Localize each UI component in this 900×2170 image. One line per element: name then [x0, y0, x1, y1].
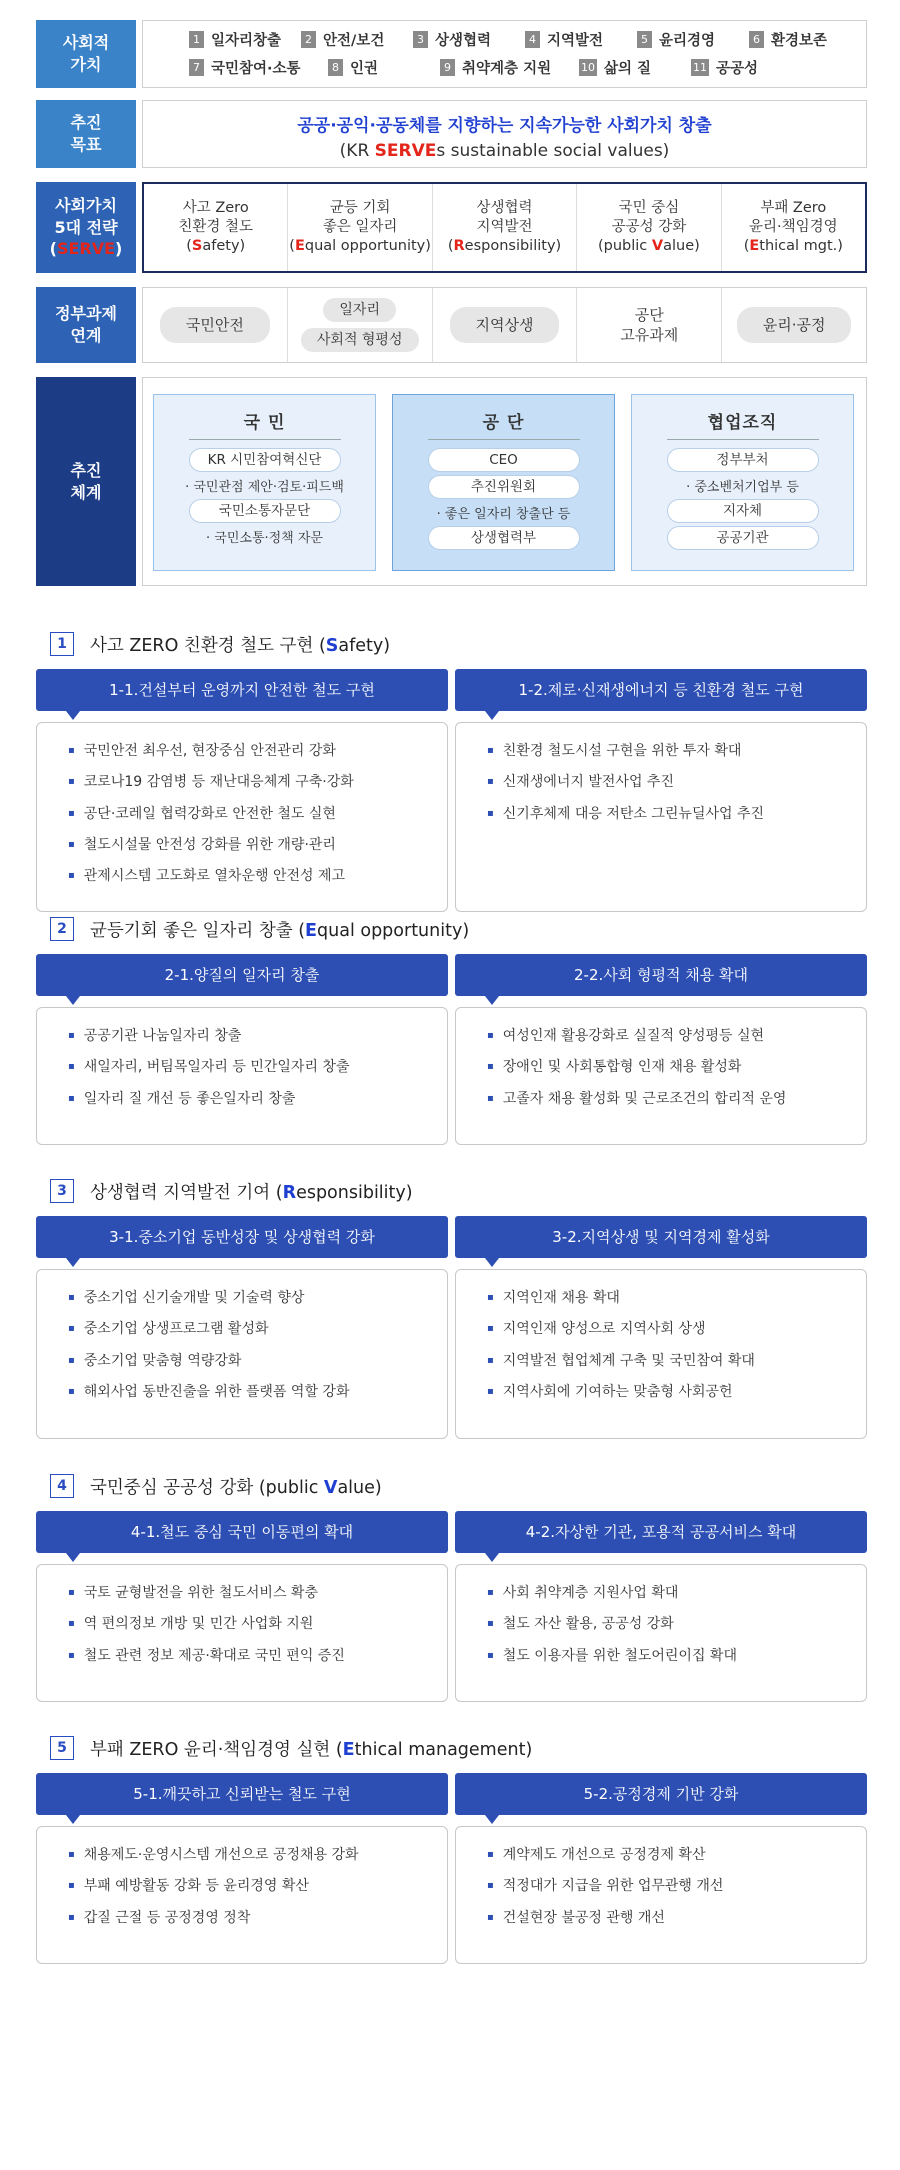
section-heading — [36, 631, 867, 657]
linkage-label: 정부과제 연계 — [36, 287, 136, 363]
task-item: ▪ 중소기업 맞춤형 역량강화 — [68, 1351, 447, 1373]
strategy-line: 균등 기회 — [329, 200, 391, 217]
value-number: 11 — [693, 61, 707, 74]
task-list — [455, 1564, 867, 1702]
social-value-item — [189, 57, 328, 78]
partners-pill: 공공기관 — [667, 526, 819, 550]
system-row — [36, 377, 867, 586]
strategy-line: 좋은 일자리 — [322, 219, 398, 236]
task-item: ▪ 철도 자산 활용, 공공성 강화 — [487, 1614, 866, 1636]
strategy-line: 윤리·책임경영 — [748, 219, 838, 236]
task-header: 1-2.제로·신재생에너지 등 친환경 철도 구현 — [455, 669, 867, 711]
partners-box — [631, 394, 854, 571]
strategy-line: 친환경 철도 — [178, 219, 254, 236]
task-item: ▪ 적정대가 지급을 위한 업무관행 개선 — [487, 1876, 866, 1898]
value-number: 4 — [525, 31, 540, 48]
task-column — [455, 669, 867, 912]
strategy-section — [36, 1473, 867, 1664]
linkage-pill: 일자리 — [323, 298, 396, 322]
strategy-item — [144, 184, 288, 271]
task-item: ▪ 철도 관련 정보 제공·확대로 국민 편익 증진 — [68, 1646, 447, 1668]
social-value-item — [440, 57, 579, 78]
value-text: 인권 — [350, 61, 379, 77]
section-number: 4 — [50, 1474, 74, 1498]
task-list — [455, 1826, 867, 1964]
value-text: 공공성 — [716, 61, 759, 77]
citizens-title: 국 민 — [189, 408, 341, 440]
task-item: ▪ 공단·코레일 협력강화로 안전한 철도 실현 — [68, 804, 447, 826]
task-item: ▪ 계약제도 개선으로 공정경제 확산 — [487, 1845, 866, 1867]
task-item: ▪ 채용제도·운영시스템 개선으로 공정채용 강화 — [68, 1845, 447, 1867]
value-number: 2 — [301, 31, 316, 48]
task-column — [36, 1511, 448, 1702]
linkage-pill: 사회적 형평성 — [301, 328, 419, 352]
agency-title: 공 단 — [428, 408, 580, 440]
agency-pill: 상생협력부 — [428, 526, 580, 550]
strategy-item — [433, 184, 577, 271]
task-column — [36, 669, 448, 912]
strategy-box — [142, 182, 867, 273]
task-column — [455, 1511, 867, 1702]
citizens-pill: 국민소통자문단 — [189, 499, 341, 523]
task-header: 5-1.깨끗하고 신뢰받는 철도 구현 — [36, 1773, 448, 1815]
social-values-box — [142, 20, 867, 88]
linkage-col-3 — [433, 288, 578, 362]
strategy-section — [36, 631, 867, 885]
task-item: ▪ 공공기관 나눔일자리 창출 — [68, 1026, 447, 1048]
strategy-item — [577, 184, 721, 271]
section-title: 국민중심 공공성 강화 (public Value) — [90, 1477, 382, 1498]
task-header: 3-2.지역상생 및 지역경제 활성화 — [455, 1216, 867, 1258]
strategy-row — [36, 182, 867, 273]
strategy-line: 국민 중심 — [618, 200, 680, 217]
value-number: 5 — [637, 31, 652, 48]
citizens-pill: KR 시민참여혁신단 — [189, 448, 341, 472]
strategy-label: 사회가치 5대 전략 (SERVE) — [36, 182, 136, 273]
strategy-section — [36, 1178, 867, 1400]
value-text: 환경보존 — [771, 33, 828, 49]
task-column — [36, 954, 448, 1145]
task-item: ▪ 국토 균형발전을 위한 철도서비스 확충 — [68, 1583, 447, 1605]
task-list — [36, 722, 448, 912]
task-item: ▪ 건설현장 불공정 관행 개선 — [487, 1908, 866, 1930]
task-header: 2-2.사회 형평적 채용 확대 — [455, 954, 867, 996]
value-text: 지역발전 — [547, 33, 604, 49]
task-item: ▪ 국민안전 최우선, 현장중심 안전관리 강화 — [68, 741, 447, 763]
value-number: 8 — [328, 59, 343, 76]
section-title: 사고 ZERO 친환경 철도 구현 (Safety) — [90, 635, 391, 656]
task-item: ▪ 관제시스템 고도화로 열차운행 안전성 제고 — [68, 866, 447, 888]
task-item: ▪ 중소기업 상생프로그램 활성화 — [68, 1319, 447, 1341]
task-list — [36, 1564, 448, 1702]
value-text: 윤리경영 — [659, 33, 716, 49]
linkage-col-2 — [288, 288, 433, 362]
partners-pill: 정부부처 — [667, 448, 819, 472]
task-item: ▪ 지역인재 채용 확대 — [487, 1288, 866, 1310]
task-item: ▪ 신재생에너지 발전사업 추진 — [487, 772, 866, 794]
agency-pill: 추진위원회 — [428, 475, 580, 499]
strategy-line: 상생협력 — [476, 200, 533, 217]
section-number: 2 — [50, 917, 74, 941]
task-column — [455, 1216, 867, 1439]
task-item: ▪ 친환경 철도시설 구현을 위한 투자 확대 — [487, 741, 866, 763]
social-value-item — [413, 29, 525, 50]
section-number: 5 — [50, 1736, 74, 1760]
value-text: 삶의 질 — [604, 61, 652, 77]
task-item: ▪ 장애인 및 사회통합형 인재 채용 활성화 — [487, 1057, 866, 1079]
social-value-item — [189, 29, 301, 50]
task-list — [455, 722, 867, 912]
value-number: 6 — [749, 31, 764, 48]
section-heading — [36, 916, 867, 942]
linkage-pill: 윤리·공정 — [737, 307, 852, 343]
strategy-section — [36, 1735, 867, 1926]
linkage-text: 공단 고유과제 — [620, 305, 679, 344]
value-text: 국민참여·소통 — [211, 61, 301, 77]
social-value-item — [328, 57, 440, 78]
goal-label: 추진 목표 — [36, 100, 136, 168]
task-header: 3-1.중소기업 동반성장 및 상생협력 강화 — [36, 1216, 448, 1258]
task-list — [455, 1269, 867, 1439]
task-item: ▪ 새일자리, 버팀목일자리 등 민간일자리 창출 — [68, 1057, 447, 1079]
section-heading — [36, 1735, 867, 1761]
partners-title: 협업조직 — [667, 408, 819, 440]
value-number: 10 — [581, 61, 595, 74]
value-number: 9 — [440, 59, 455, 76]
section-number: 3 — [50, 1179, 74, 1203]
citizens-sub: · 국민소통·정책 자문 — [206, 531, 323, 546]
strategy-line: (Equal opportunity) — [289, 237, 431, 254]
task-item: ▪ 여성인재 활용강화로 실질적 양성평등 실현 — [487, 1026, 866, 1048]
value-text: 취약계층 지원 — [462, 61, 552, 77]
goal-line1: 공공·공익·공동체를 지향하는 지속가능한 사회가치 창출 — [297, 116, 712, 136]
system-label: 추진 체계 — [36, 377, 136, 586]
strategy-item — [288, 184, 432, 271]
strategy-line: 사고 Zero — [182, 200, 249, 217]
section-title: 상생협력 지역발전 기여 (Responsibility) — [90, 1182, 413, 1203]
section-number: 1 — [50, 632, 74, 656]
task-column — [455, 954, 867, 1145]
agency-pill: CEO — [428, 448, 580, 472]
linkage-col-1 — [143, 288, 288, 362]
strategy-section — [36, 916, 867, 1107]
section-heading — [36, 1178, 867, 1204]
task-list — [36, 1826, 448, 1964]
partners-sub: · 중소벤처기업부 등 — [686, 480, 799, 495]
value-number: 7 — [189, 59, 204, 76]
task-item: ▪ 신기후체제 대응 저탄소 그린뉴딜사업 추진 — [487, 804, 866, 826]
linkage-col-4 — [577, 288, 722, 362]
goal-line2: (KR SERVEs sustainable social values) — [339, 140, 670, 161]
section-title: 부패 ZERO 윤리·책임경영 실현 (Ethical management) — [90, 1739, 533, 1760]
social-value-item — [525, 29, 637, 50]
social-value-item — [301, 29, 413, 50]
social-value-item — [691, 57, 803, 78]
linkage-col-5 — [722, 288, 866, 362]
section-heading — [36, 1473, 867, 1499]
social-values-label: 사회적 가치 — [36, 20, 136, 88]
section-title: 균등기회 좋은 일자리 창출 (Equal opportunity) — [90, 920, 470, 941]
task-item: ▪ 지역발전 협업체계 구축 및 국민참여 확대 — [487, 1351, 866, 1373]
linkage-row — [36, 287, 867, 363]
task-header: 2-1.양질의 일자리 창출 — [36, 954, 448, 996]
value-text: 상생협력 — [435, 33, 492, 49]
task-item: ▪ 갑질 근절 등 공정경영 정착 — [68, 1908, 447, 1930]
citizens-sub: · 국민관점 제안·검토·피드백 — [185, 480, 344, 495]
task-list — [36, 1269, 448, 1439]
strategy-item — [722, 184, 865, 271]
social-values-list — [143, 21, 866, 78]
social-value-item — [637, 29, 749, 50]
agency-box — [392, 394, 615, 571]
task-item: ▪ 부패 예방활동 강화 등 윤리경영 확산 — [68, 1876, 447, 1898]
goal-row — [36, 100, 867, 168]
task-header: 4-2.자상한 기관, 포용적 공공서비스 확대 — [455, 1511, 867, 1553]
task-header: 1-1.건설부터 운영까지 안전한 철도 구현 — [36, 669, 448, 711]
task-header: 4-1.철도 중심 국민 이동편의 확대 — [36, 1511, 448, 1553]
task-item: ▪ 고졸자 채용 활성화 및 근로조건의 합리적 운영 — [487, 1089, 866, 1111]
task-column — [36, 1216, 448, 1439]
task-column — [455, 1773, 867, 1964]
strategy-line: 부패 Zero — [760, 200, 827, 217]
value-number: 1 — [189, 31, 204, 48]
task-item: ▪ 철도 이용자를 위한 철도어린이집 확대 — [487, 1646, 866, 1668]
strategy-line: (Responsibility) — [447, 237, 562, 254]
citizens-box — [153, 394, 376, 571]
task-item: ▪ 코로나19 감염병 등 재난대응체계 구축·강화 — [68, 772, 447, 794]
task-item: ▪ 철도시설물 안전성 강화를 위한 개량·관리 — [68, 835, 447, 857]
strategy-line: (Safety) — [186, 237, 246, 254]
strategy-line: (Ethical mgt.) — [743, 237, 843, 254]
task-item: ▪ 해외사업 동반진출을 위한 플랫폼 역할 강화 — [68, 1382, 447, 1404]
task-header: 5-2.공정경제 기반 강화 — [455, 1773, 867, 1815]
task-list — [455, 1007, 867, 1145]
system-box — [142, 377, 867, 586]
linkage-pill: 지역상생 — [450, 307, 560, 343]
task-item: ▪ 일자리 질 개선 등 좋은일자리 창출 — [68, 1089, 447, 1111]
task-item: ▪ 지역사회에 기여하는 맞춤형 사회공헌 — [487, 1382, 866, 1404]
linkage-pill: 국민안전 — [160, 307, 270, 343]
strategy-line: (public Value) — [598, 237, 700, 254]
task-item: ▪ 중소기업 신기술개발 및 기술력 향상 — [68, 1288, 447, 1310]
value-text: 안전/보건 — [323, 33, 385, 49]
task-item: ▪ 사회 취약계층 지원사업 확대 — [487, 1583, 866, 1605]
task-item: ▪ 역 편의정보 개방 및 민간 사업화 지원 — [68, 1614, 447, 1636]
social-value-item — [579, 57, 691, 78]
task-list — [36, 1007, 448, 1145]
task-item: ▪ 지역인재 양성으로 지역사회 상생 — [487, 1319, 866, 1341]
partners-pill: 지자체 — [667, 499, 819, 523]
agency-sub: · 좋은 일자리 창출단 등 — [436, 507, 571, 522]
social-value-item — [749, 29, 861, 50]
goal-box — [142, 100, 867, 168]
social-values-row — [36, 20, 867, 88]
strategy-line: 지역발전 — [476, 219, 533, 236]
task-column — [36, 1773, 448, 1964]
value-number: 3 — [413, 31, 428, 48]
value-text: 일자리창출 — [211, 33, 282, 49]
strategy-line: 공공성 강화 — [611, 219, 687, 236]
linkage-box — [142, 287, 867, 363]
